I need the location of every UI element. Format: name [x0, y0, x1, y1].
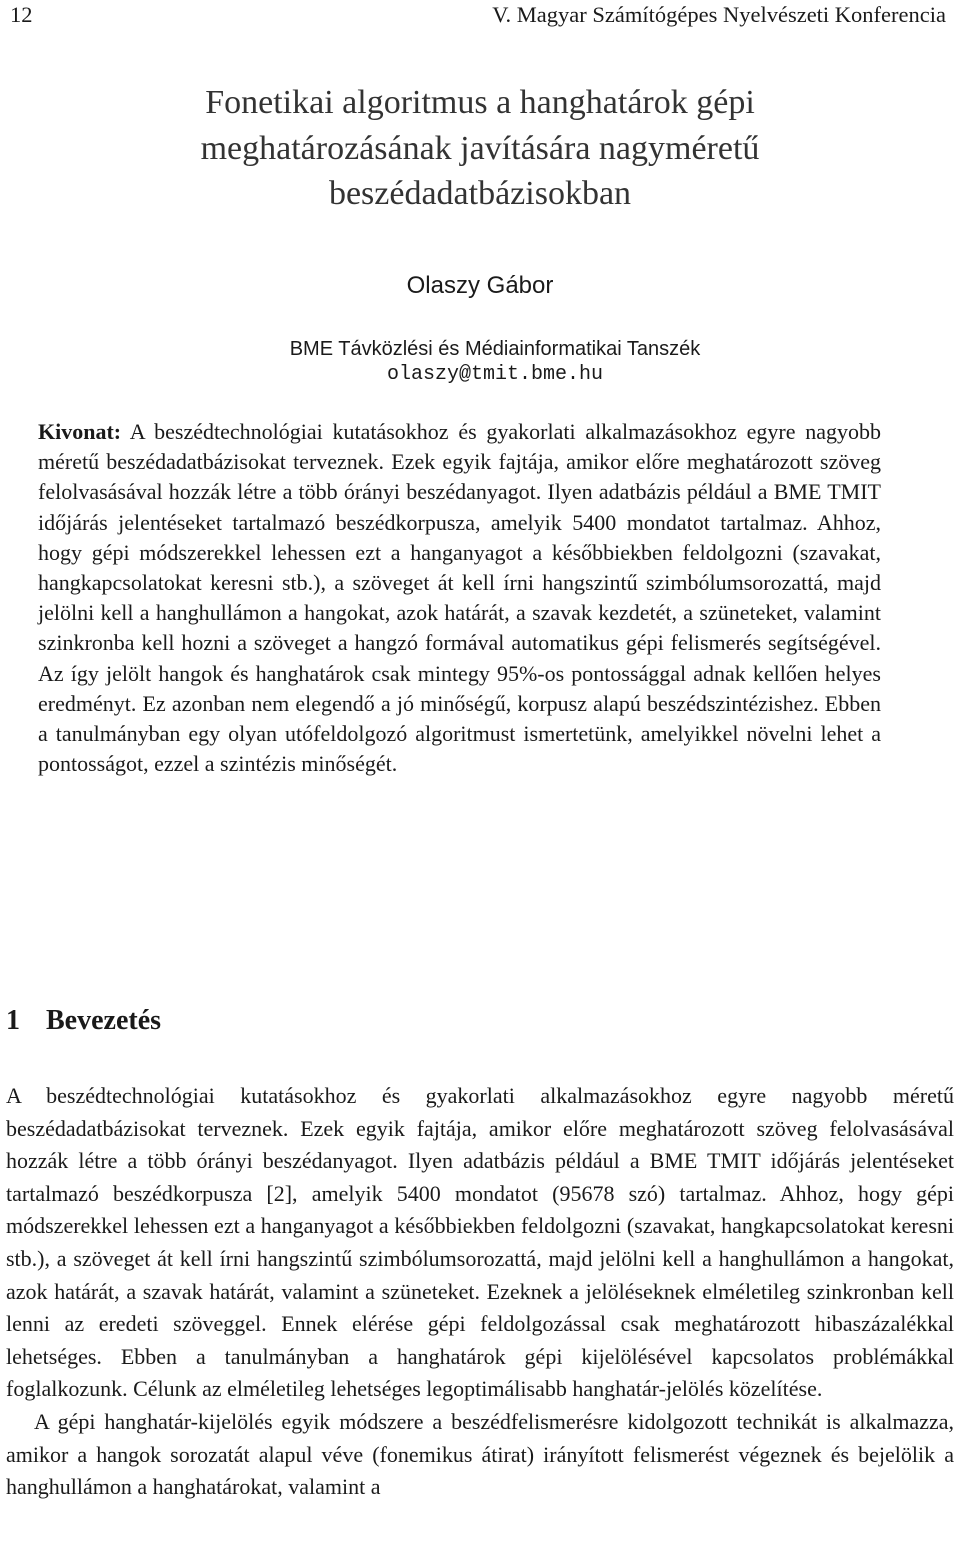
page-header — [10, 0, 950, 30]
section-number: 1 — [6, 1005, 20, 1036]
affiliation: BME Távközlési és Médiainformatikai Tanszék — [289, 338, 701, 360]
page-number: 12 — [10, 2, 33, 27]
body-paragraph: A gépi hanghatár-kijelölés egyik módszere a beszédfelismerésre kidolgozott technikát is alkalmazza, amikor a hangok sorozatát alapul véve (fonemikus átirat) irányított felismerést végeznek és bejelölik a hanghullámon a hanghatárokat, valamint a — [6, 1408, 954, 1500]
paper-title — [0, 80, 960, 217]
abstract — [38, 417, 881, 779]
author-email[interactable]: olaszy@tmit.bme.hu — [386, 363, 604, 386]
author-name: Olaszy Gábor — [406, 272, 554, 299]
title-line: beszédadatbázisokban — [328, 175, 632, 212]
running-title: V. Magyar Számítógépes Nyelvészeti Konferencia — [492, 2, 946, 27]
abstract-text: A beszédtechnológiai kutatásokhoz és gyakorlati alkalmazásokhoz egyre nagyobb méretű beszédadatbázisokat terveznek. Ezek egyik fajtája, amikor előre meghatározott szöveg felolvasásával hozzák létre a több órányi beszédanyagot. Ilyen adatbázis például a BME TMIT időjárás jelentéseket tartalmazó beszédkorpusza, amelyik 5400 mondatot tartalmaz. Ahhoz, hogy gépi módszerekkel lehessen ezt a hanganyagot a későbbiekben feldolgozni (szavakat, hangkapcsolatokat keresni stb.), a szöveget át kell írni hangszintű szimbólumsorozattá, majd jelölni kell a hanghullámon a hangokat, azok határát, a szavak kezdetét, a szüneteket, valamint szinkronba kell hozni a szöveget a hangzó formával automatikus gépi felismerés segítségével. Az így jelölt hangok és hanghatárok csak mintegy 95%-os pontossággal adnak kellően helyes eredményt. Ez azonban nem elegendő a jó minőségű, korpusz alapú beszédszintézishez. Ebben a tanulmányban egy olyan utófeldolgozó algoritmust ismertetünk, amelyikkel növelni lehet a pontosságot, ezzel a szintézis minőségét. — [38, 419, 881, 777]
section-title: Bevezetés — [46, 1005, 162, 1036]
section-body — [6, 1080, 954, 1504]
body-paragraph: A beszédtechnológiai kutatásokhoz és gyakorlati alkalmazásokhoz egyre nagyobb méretű beszédadatbázisokat terveznek. Ezek egyik fajtája, amikor előre meghatározott szöveg felolvasásával hozzák létre a több órányi beszédanyagot. Ilyen adatbázis például a BME TMIT időjárás jelentéseket tartalmazó beszédkorpusza [2], amelyik 5400 mondatot (95678 szó) tartalmaz. Ahhoz, hogy gépi módszerekkel lehessen ezt a hanganyagot a későbbiekben feldolgozni (szavakat, hangkapcsolatokat keresni stb.), a szöveget át kell írni hangszintű szimbólumsorozattá, majd jelölni kell a hanghullámon a hangokat, azok határát, a szavak határát, valamint a szüneteket. Ezeknek a jelöléseknek elméletileg szinkronban kell lenni az eredeti szöveggel. Ennek elérése gépi feldolgozással csak meghatározott hibaszázalékkal lehetséges. Ebben a tanulmányban a hanghatárok gépi kijelölésével kapcsolatos problémákkal foglalkozunk. Célunk az elméletileg lehetséges legoptimálisabb hanghatár-jelölés közelítése. — [6, 1083, 954, 1402]
section-heading — [6, 1003, 161, 1039]
title-line: Fonetikai algoritmus a hanghatárok gépi — [205, 84, 755, 121]
title-line: meghatározásának javítására nagyméretű — [200, 129, 760, 167]
abstract-label: Kivonat: — [38, 419, 122, 444]
